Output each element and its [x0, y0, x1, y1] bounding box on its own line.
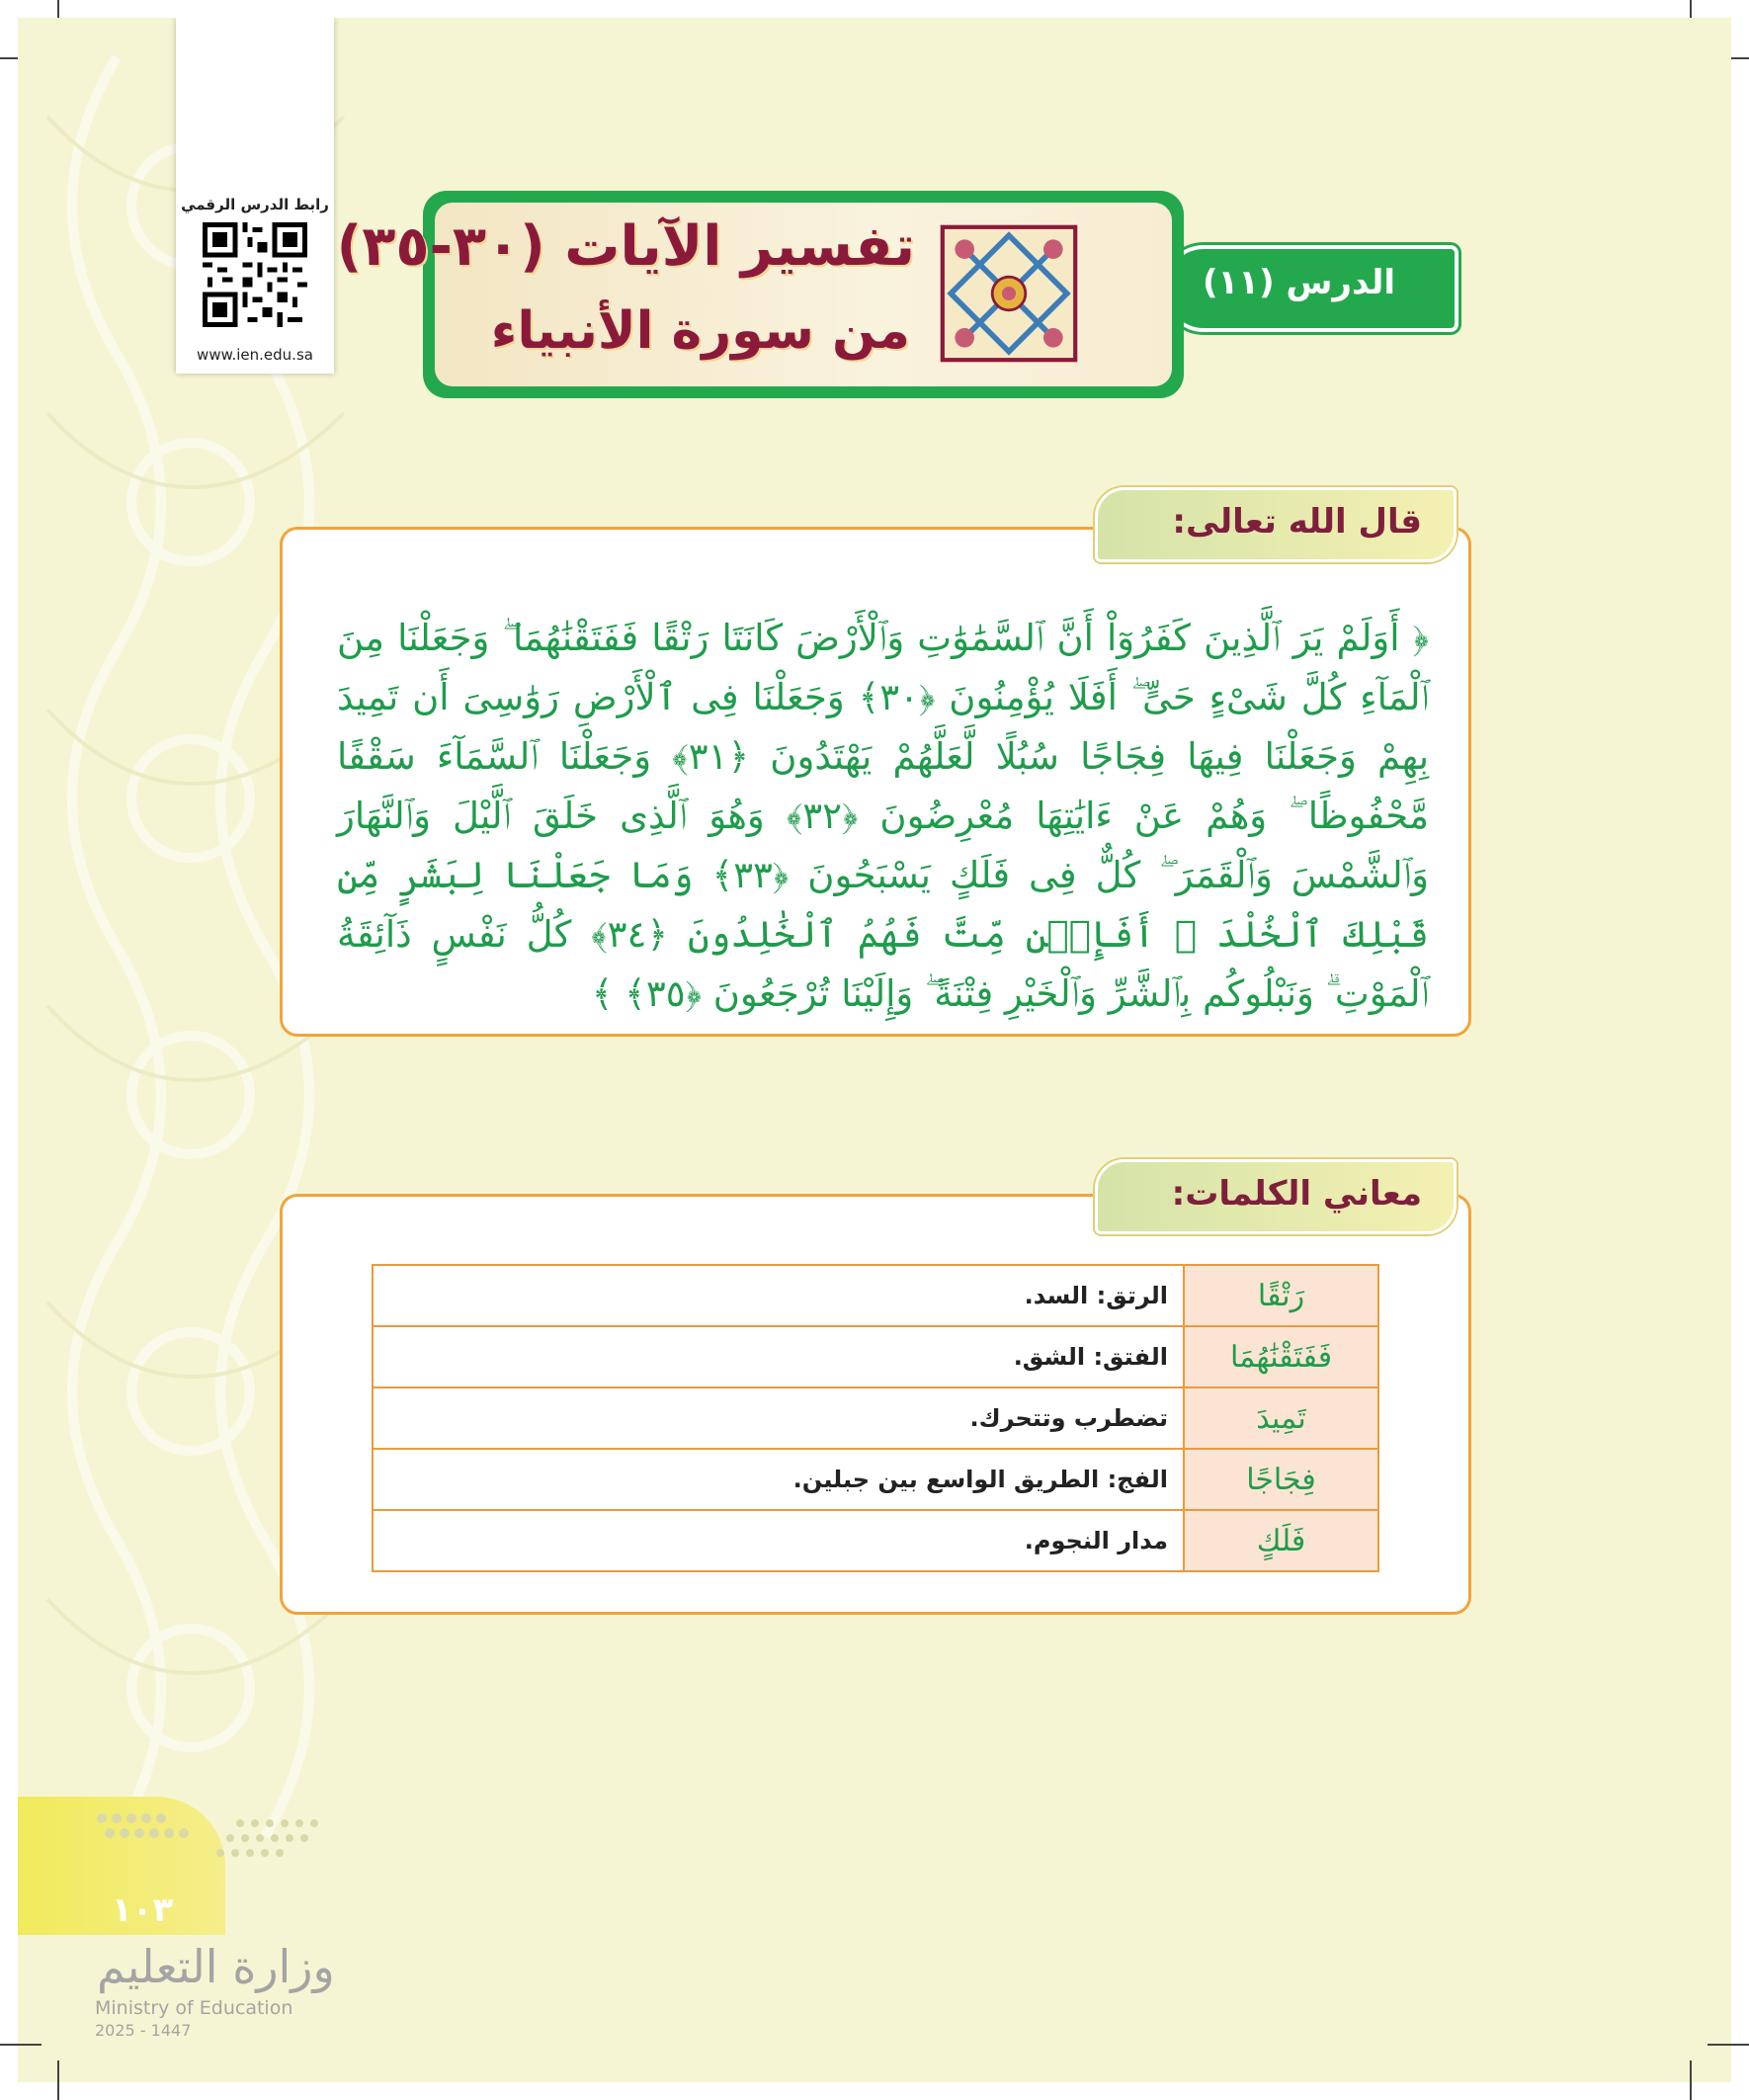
edition-year: 2025 - 1447 [95, 2021, 192, 2040]
lesson-number: الدرس (١١) [1203, 263, 1395, 302]
ministry-logo-dots [92, 1808, 339, 1878]
vocab-meaning: الفتق: الشق. [373, 1326, 1184, 1387]
quran-label: قال الله تعالى: [1172, 502, 1422, 542]
quran-box [280, 527, 1471, 1037]
vocab-box [280, 1194, 1471, 1615]
vocab-meaning: تضطرب وتتحرك. [373, 1387, 1184, 1449]
vocab-meaning: مدار النجوم. [373, 1510, 1184, 1571]
textbook-page [18, 18, 1731, 2082]
crop-mark [57, 2060, 59, 2100]
crop-mark [1707, 2044, 1749, 2046]
title-line-2: من سورة الأنبياء [490, 301, 910, 361]
table-row [373, 1387, 1378, 1449]
vocab-word: فِجَاجًا [1184, 1449, 1378, 1510]
vocab-label-tab [1095, 1159, 1457, 1234]
vocab-label: معاني الكلمات: [1171, 1174, 1422, 1214]
title-line-1: تفسير الآيات (٣٠-٣٥) [336, 214, 915, 279]
table-row [373, 1510, 1378, 1571]
vocab-word: فَلَكٍ [1184, 1510, 1378, 1571]
page-number: ١٠٣ [112, 1890, 174, 1930]
vocab-meaning: الرتق: السد. [373, 1265, 1184, 1326]
table-row [373, 1449, 1378, 1510]
crop-mark [0, 2044, 42, 2046]
vocab-table [372, 1264, 1379, 1572]
vocab-meaning: الفج: الطريق الواسع بين جبلين. [373, 1449, 1184, 1510]
vocab-word: فَفَتَقْنَٰهُمَا [1184, 1326, 1378, 1387]
islamic-tile-icon [940, 224, 1078, 363]
qr-card [176, 18, 334, 374]
quran-verses: ﴿ أَوَلَمْ يَرَ ٱلَّذِينَ كَفَرُوٓاْ أَنَّ ٱلسَّمَٰوَٰتِ وَٱلْأَرْضَ كَانَتَا رَتْقًا فَفَتَقْنَٰهُمَا ۖ وَجَعَلْنَا مِنَ ٱلْمَآءِ كُلَّ شَىْءٍ حَىٍّ ۖ أَفَلَا يُؤْمِنُونَ ﴿٣٠﴾ وَجَعَلْنَا فِى ٱلْأَرْضِ رَوَٰسِىَ أَن تَمِيدَ بِهِمْ وَجَعَلْنَا فِيهَا فِجَاجًا سُبُلًا لَّعَلَّهُمْ يَهْتَدُونَ ﴿٣١﴾ وَجَعَلْنَا ٱلسَّمَآءَ سَقْفًا مَّحْفُوظًا ۖ وَهُمْ عَنْ ءَايَٰتِهَا مُعْرِضُونَ ﴿٣٢﴾ وَهُوَ ٱلَّذِى خَلَقَ ٱلَّيْلَ وَٱلنَّهَارَ وَٱلشَّمْسَ وَٱلْقَمَرَ ۖ كُلٌّ فِى فَلَكٍ يَسْبَحُونَ ﴿٣٣﴾ وَمَا جَعَلْنَا لِبَشَرٍ مِّن قَبْلِكَ ٱلْخُلْدَ ۖ أَفَإِي۟ن مِّتَّ فَهُمُ ٱلْخَٰلِدُونَ ﴿٣٤﴾ كُلُّ نَفْسٍ ذَآئِقَةُ ٱلْمَوْتِ ۗ وَنَبْلُوكُم بِٱلشَّرِّ وَٱلْخَيْرِ فِتْنَةً ۖ وَإِلَيْنَا تُرْجَعُونَ ﴿٣٥﴾ ﴾ [337, 617, 1430, 1015]
qr-code-icon[interactable] [203, 222, 307, 327]
qr-label: رابط الدرس الرقمي [181, 196, 329, 213]
vocab-word: رَتْقًا [1184, 1265, 1378, 1326]
ministry-name-arabic: وزارة التعليم [97, 1940, 335, 1993]
title-banner [336, 191, 1184, 398]
vocab-word: تَمِيدَ [1184, 1387, 1378, 1449]
quran-label-tab [1095, 487, 1457, 562]
lesson-number-tab [1164, 245, 1458, 332]
ministry-name-english: Ministry of Education [95, 1997, 293, 2019]
qr-url[interactable]: www.ien.edu.sa [197, 346, 313, 364]
table-row [373, 1326, 1378, 1387]
title-inner [336, 203, 1172, 386]
crop-mark [1690, 2060, 1692, 2100]
table-row [373, 1265, 1378, 1326]
